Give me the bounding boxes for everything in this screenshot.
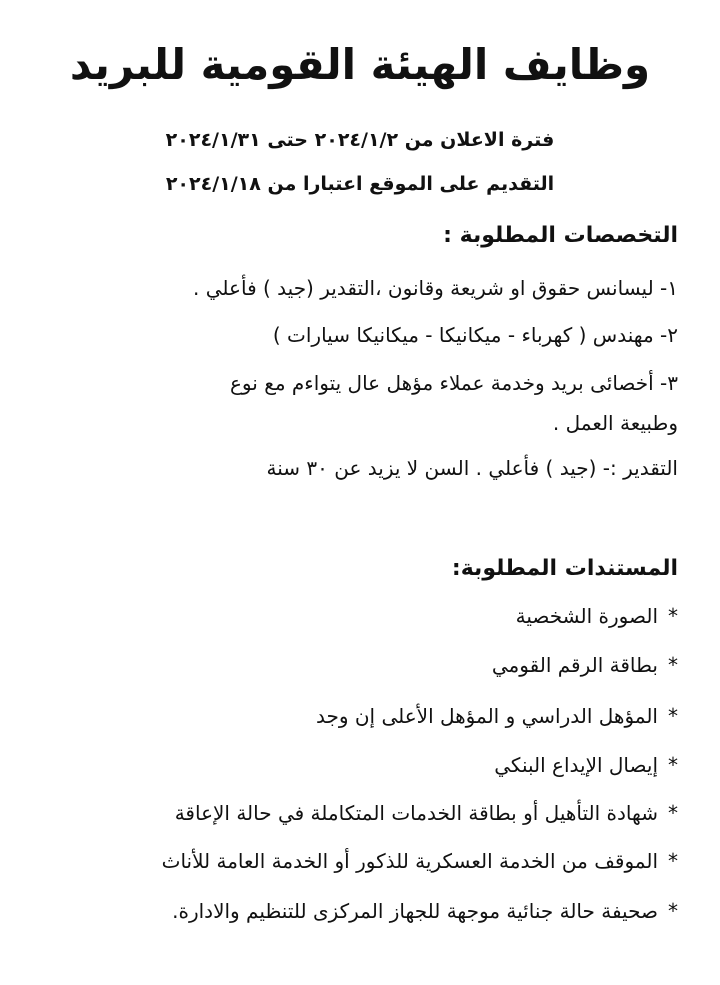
bullet-star: * [668,753,678,777]
specialization-item-postal: ٣- أخصائى بريد وخدمة عملاء مؤهل عال يتواءم مع نوع [230,371,678,395]
grade-age-requirement: التقدير :- (جيد ) فأعلي . السن لا يزيد عن ٣٠ سنة [266,456,678,480]
specialization-item-postal-cont: وطبيعة العمل . [552,411,678,435]
document-item-national-id: بطاقة الرقم القومي [491,653,658,677]
document-title: وظايف الهيئة القومية للبريد [69,40,651,89]
document-item-disability-certificate: شهادة التأهيل أو بطاقة الخدمات المتكاملة في حالة الإعاقة [174,801,658,825]
bullet-star: * [668,899,678,923]
bullet-star: * [668,653,678,677]
document-item-criminal-record: صحيفة حالة جنائية موجهة للجهاز المركزى للتنظيم والادارة. [172,899,658,923]
document-item [40,848,678,874]
bullet-star: * [668,849,678,873]
document-item [40,800,678,826]
specialization-item-engineer: ٢- مهندس ( كهرباء - ميكانيكا - ميكانيكا سيارات ) [272,323,678,347]
document-item-bank-receipt: إيصال الإيداع البنكي [494,753,658,777]
documents-heading: المستندات المطلوبة: [451,556,678,581]
document-item-photo: الصورة الشخصية [515,604,658,628]
document-item-military-status: الموقف من الخدمة العسكرية للذكور أو الخدمة العامة للأناث [161,849,658,873]
document-item [40,703,678,729]
bullet-star: * [668,801,678,825]
bullet-star: * [668,604,678,628]
announcement-period: فترة الاعلان من ٢٠٢٤/١/٢ حتى ٢٠٢٤/١/٣١ [165,129,555,151]
bullet-star: * [668,704,678,728]
document-item [40,898,678,924]
specializations-heading: التخصصات المطلوبة : [443,223,678,248]
document-item [40,603,678,629]
application-start-date: التقديم على الموقع اعتبارا من ٢٠٢٤/١/١٨ [165,173,555,195]
document-item [40,652,678,678]
specialization-item-law: ١- ليسانس حقوق او شريعة وقانون ،التقدير (جيد ) فأعلي . [193,276,678,300]
document-item [40,752,678,778]
document-item-qualification: المؤهل الدراسي و المؤهل الأعلى إن وجد [315,704,658,728]
